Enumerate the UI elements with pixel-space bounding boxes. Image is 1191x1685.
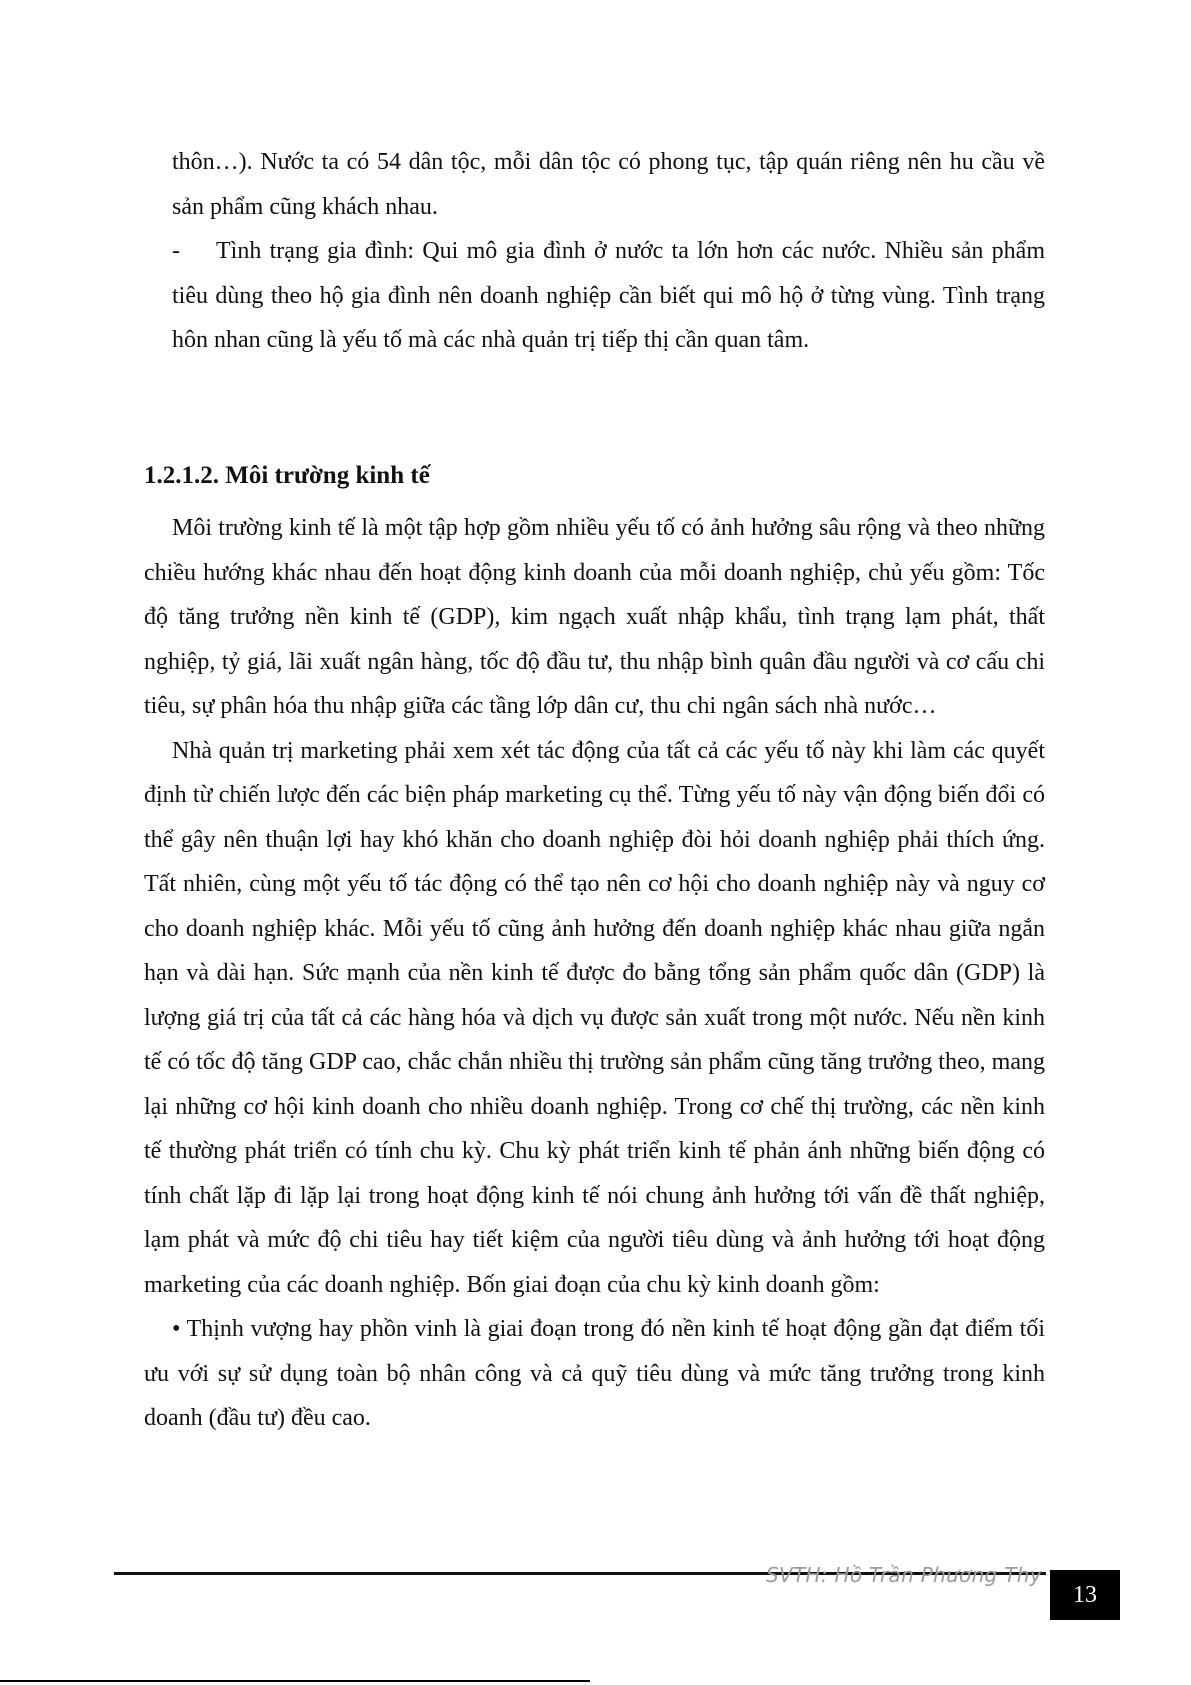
marketing-manager-paragraph: Nhà quản trị marketing phải xem xét tác động của tất cả các yếu tố này khi làm các quyết định từ chiến lược đến các biện pháp marketing cụ thể. Từng yếu tố này vận động biến đổi có thể gây nên thuận lợi hay khó khăn cho doanh nghiệp đòi hỏi doanh nghiệp phải thích ứng. Tất nhiên, cùng một yếu tố tác động có thể tạo nên cơ hội cho doanh nghiệp này và nguy cơ cho doanh nghiệp khác. Mỗi yếu tố cũng ảnh hưởng đến doanh nghiệp khác nhau giữa ngắn hạn và dài hạn. Sức mạnh của nền kinh tế được đo bằng tổng sản phẩm quốc dân (GDP) là lượng giá trị của tất cả các hàng hóa và dịch vụ được sản xuất trong một nước. Nếu nền kinh tế có tốc độ tăng GDP cao, chắc chắn nhiều thị trường sản phẩm cũng tăng trưởng theo, mang lại những cơ hội kinh doanh cho nhiều doanh nghiệp. Trong cơ chế thị trường, các nền kinh tế thường phát triển có tính chu kỳ. Chu kỳ phát triển kinh tế phản ánh những biến động có tính chất lặp đi lặp lại trong hoạt động kinh tế nói chung ảnh hưởng tới vấn đề thất nghiệp, lạm phát và mức độ chi tiêu hay tiết kiệm của người tiêu dùng và ảnh hưởng tới hoạt động marketing của các doanh nghiệp. Bốn giai đoạn của chu kỳ kinh doanh gồm: <box>144 737 1045 1298</box>
page-number: 13 <box>1050 1570 1120 1620</box>
economic-environment-paragraph: Môi trường kinh tế là một tập hợp gồm nhiều yếu tố có ảnh hưởng sâu rộng và theo những chiều hướng khác nhau đến hoạt động kinh doanh của mỗi doanh nghiệp, chủ yếu gồm: Tốc độ tăng trưởng nền kinh tế (GDP), kim ngạch xuất nhập khẩu, tình trạng lạm phát, thất nghiệp, tỷ giá, lãi xuất ngân hàng, tốc độ đầu tư, thu nhập bình quân đầu người và cơ cấu chi tiêu, sự phân hóa thu nhập giữa các tầng lớp dân cư, thu chi ngân sách nhà nước… <box>144 515 1045 719</box>
prosperity-bullet-text: Thịnh vượng hay phồn vinh là giai đoạn trong đó nền kinh tế hoạt động gần đạt điểm tối ưu với sự sử dụng toàn bộ nhân công và cả quỹ tiêu dùng và mức tăng trưởng trong kinh doanh (đầu tư) đều cao. <box>144 1316 1045 1431</box>
bottom-edge-line <box>0 1680 590 1682</box>
intro-continuation-paragraph: thôn…). Nước ta có 54 dân tộc, mỗi dân tộc có phong tục, tập quán riêng nên hu cầu về sản phẩm cũng khách nhau. <box>172 149 1045 220</box>
family-status-text: Tình trạng gia đình: Qui mô gia đình ở nước ta lớn hơn các nước. Nhiều sản phẩm tiêu dùng theo hộ gia đình nên doanh nghiệp cần biết qui mô hộ ở từng vùng. Tình trạng hôn nhan cũng là yếu tố mà các nhà quản trị tiếp thị cần quan tâm. <box>172 238 1045 353</box>
section-heading: 1.2.1.2. Môi trường kinh tế <box>144 462 430 489</box>
prosperity-bullet-item <box>144 1307 1045 1441</box>
intro-block <box>172 140 1045 363</box>
footer-author: SVTH: Hồ Trần Phương Thy <box>766 1563 1042 1587</box>
bullet-marker: • <box>172 1316 181 1342</box>
family-status-item <box>172 229 1045 363</box>
dash-marker: - <box>172 238 180 264</box>
section-body <box>144 506 1045 1441</box>
